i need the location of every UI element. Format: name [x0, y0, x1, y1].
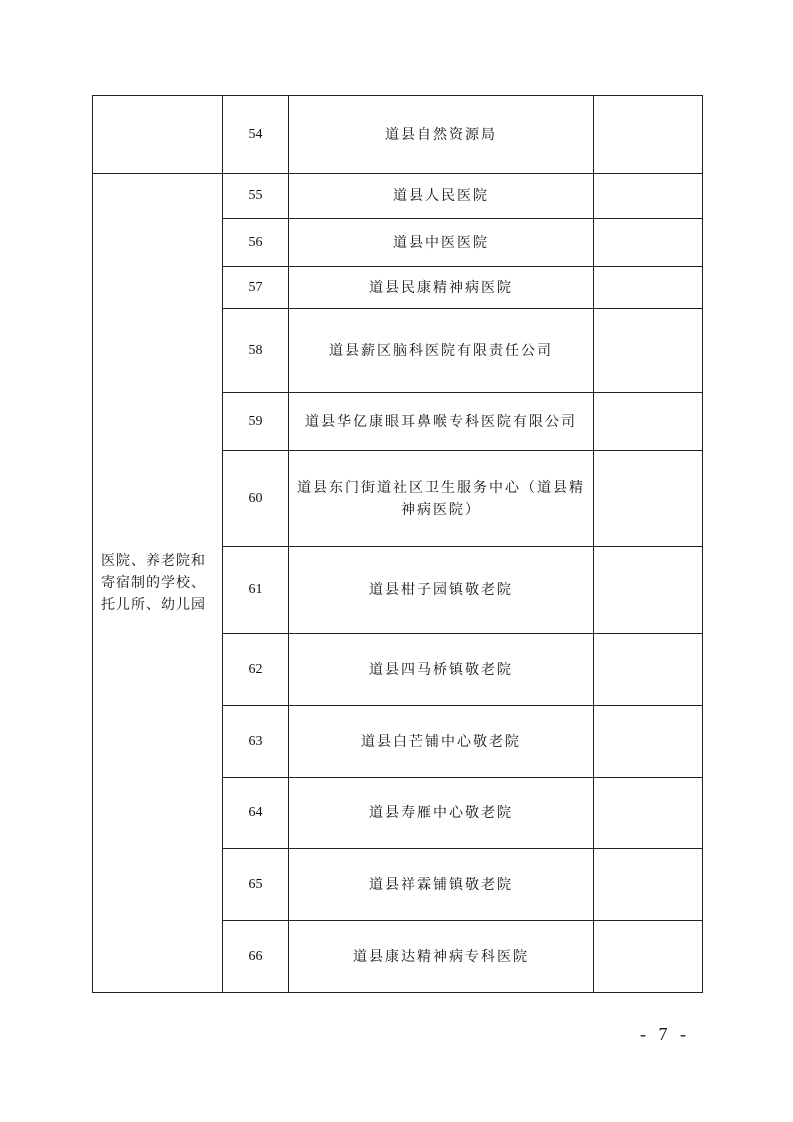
- note-cell: [594, 921, 703, 993]
- table-row: [93, 174, 703, 219]
- row-number: 56: [223, 219, 289, 267]
- row-number: 58: [223, 309, 289, 393]
- unit-name: 道县民康精神病医院: [289, 267, 594, 309]
- row-number: 64: [223, 778, 289, 849]
- unit-name: 道县薪区脑科医院有限责任公司: [289, 309, 594, 393]
- row-number: 59: [223, 393, 289, 451]
- note-cell: [594, 267, 703, 309]
- unit-name: 道县康达精神病专科医院: [289, 921, 594, 993]
- table-row: [93, 96, 703, 174]
- page-number: - 7 -: [640, 1024, 690, 1044]
- unit-name: 道县中医医院: [289, 219, 594, 267]
- row-number: 57: [223, 267, 289, 309]
- unit-name: 道县祥霖铺镇敬老院: [289, 849, 594, 921]
- row-number: 65: [223, 849, 289, 921]
- row-number: 61: [223, 547, 289, 634]
- note-cell: [594, 219, 703, 267]
- note-cell: [594, 778, 703, 849]
- unit-name: 道县人民医院: [289, 174, 594, 219]
- unit-name: 道县四马桥镇敬老院: [289, 634, 594, 706]
- note-cell: [594, 849, 703, 921]
- row-number: 55: [223, 174, 289, 219]
- unit-name: 道县华亿康眼耳鼻喉专科医院有限公司: [289, 393, 594, 451]
- note-cell: [594, 96, 703, 174]
- note-cell: [594, 309, 703, 393]
- unit-name: 道县柑子园镇敬老院: [289, 547, 594, 634]
- note-cell: [594, 634, 703, 706]
- row-number: 63: [223, 706, 289, 778]
- row-number: 66: [223, 921, 289, 993]
- note-cell: [594, 174, 703, 219]
- row-number: 62: [223, 634, 289, 706]
- category-cell: 医院、养老院和寄宿制的学校、托儿所、幼儿园: [93, 174, 223, 993]
- note-cell: [594, 451, 703, 547]
- unit-name: 道县东门街道社区卫生服务中心（道县精神病医院）: [289, 451, 594, 547]
- note-cell: [594, 547, 703, 634]
- row-number: 54: [223, 96, 289, 174]
- note-cell: [594, 706, 703, 778]
- category-cell-prev: [93, 96, 223, 174]
- note-cell: [594, 393, 703, 451]
- unit-list-table: [92, 95, 703, 993]
- unit-name: 道县自然资源局: [289, 96, 594, 174]
- unit-name: 道县白芒铺中心敬老院: [289, 706, 594, 778]
- row-number: 60: [223, 451, 289, 547]
- unit-name: 道县寿雁中心敬老院: [289, 778, 594, 849]
